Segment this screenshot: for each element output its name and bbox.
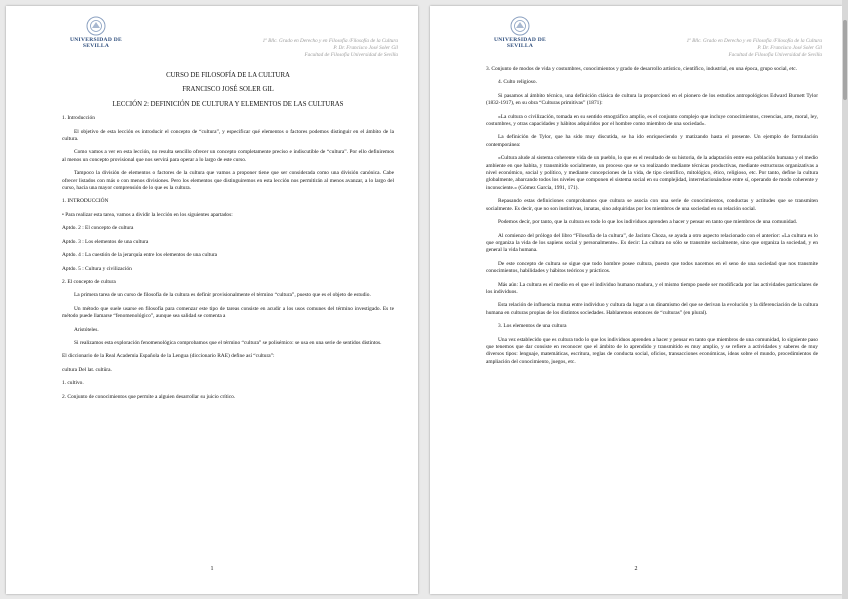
dictionary-entry: cultura Del lat. cultūra. bbox=[62, 366, 112, 373]
page-1 bbox=[6, 6, 418, 594]
paragraph: La definición de Tylor, que ha sido muy discutida, se ha ido enriqueciendo y matizando hasta el presente. Un ejemplo de formulación contemporánea: bbox=[486, 134, 818, 148]
paragraph: Repasando estas definiciones comprobamos que cultura se asocia con una serie de conocimientos, conductas y actitudes que se transmiten socialmente. Es decir, que no son instintivas, innatas, sino adquiridas por los miembros de una sociedad en su relación social. bbox=[486, 198, 818, 212]
paragraph: Aristóteles. bbox=[74, 326, 99, 333]
university-logo bbox=[485, 16, 555, 49]
paragraph: • Para realizar esta tarea, vamos a dividir la lección en los siguientes apartados: bbox=[62, 211, 233, 218]
vertical-scrollbar[interactable] bbox=[842, 0, 848, 599]
paragraph: El diccionario de la Real Academia Española de la Lengua (diccionario RAE) define así “cultura”: bbox=[62, 353, 275, 360]
paragraph: Una vez establecido que es cultura todo lo que los individuos aprenden a hacer y pensar en tanto que miembros de una comunidad, lo siguiente paso que tenemos que dar consiste en reconocer que el ámbito de lo aprendido y transmitido es muy amplio, y se refiere a actividades y saberes de muy diversos tipos: lenguaje, matemáticas, escritura, reglas de conducta social, oficios, transacciones económicas, ideas sobre el mundo, procedimientos de ampliación del conocimiento, juegos, etc. bbox=[486, 336, 818, 365]
section-heading: 2. El concepto de cultura bbox=[62, 278, 116, 285]
page-header bbox=[6, 6, 418, 64]
dictionary-entry: 3. Conjunto de modos de vida y costumbres, conocimientos y grado de desarrollo artístico, científico, industrial, en una época, grupo social, etc. bbox=[486, 66, 797, 72]
dictionary-entry: 4. Culto religioso. bbox=[498, 79, 537, 86]
paragraph: Si pasamos al ámbito técnico, una definición clásica de cultura la proporcionó en el pionero de los estudios antropológicos Edward Burnett Tylor (1832-1917), en su obra “Culturas primitivas” (1871): bbox=[486, 92, 818, 107]
paragraph: De este concepto de cultura se sigue que todo hombre posee cultura, puesto que todos nacemos en el seno de una sociedad que nos transmite conocimientos, habilidades y hábitos teóricos y prácticos. bbox=[486, 260, 818, 275]
paragraph: Un método que suele usarse en filosofía para comenzar este tipo de tareas consiste en acudir a los usos comunes del término investigado. Es te método puede llamarse “fenomenológico”, aunque sea salidad se comenta a bbox=[62, 305, 394, 320]
page-number: 2 bbox=[634, 566, 638, 572]
list-item: Aptdo. 4 : La cuestión de la jerarquía entre los elementos de una cultura bbox=[62, 252, 218, 259]
logo-text: UNIVERSIDAD DE SEVILLA bbox=[493, 37, 547, 49]
seal-icon bbox=[83, 16, 109, 36]
header-line: P. Dr. Francisco José Soler Gil bbox=[333, 45, 398, 51]
quote: «La cultura o civilización, tomada en su sentido etnográfico amplio, es el conjunto complejo que incluye conocimientos, creencias, arte, moral, ley, costumbres, y otras capacidades y hábitos adquiridos por el hombre como miembro de una sociedad». bbox=[486, 113, 818, 128]
paragraph: Como vamos a ver en esta lección, no resulta sencillo ofrecer un concepto completamente preciso e indiscutible de “cultura”. Por ello definiremos al menos un concepto provisional que nos servirá para operar a lo largo de este curso. bbox=[62, 149, 394, 163]
page-content bbox=[486, 66, 818, 372]
dictionary-entry: 2. Conjunto de conocimientos que permite a alguien desarrollar su juicio crítico. bbox=[62, 393, 236, 400]
scrollbar-thumb[interactable] bbox=[843, 20, 847, 100]
paragraph: La primera tarea de un curso de filosofía de la cultura es definir provisionalmente el término “cultura”, puesto que es el objeto de estudio. bbox=[74, 292, 371, 299]
paragraph: Esta relación de influencia mutua entre individuo y cultura da lugar a un dinamismo del que se derivan la evolución y la diferenciación de la cultura humana en culturas propias de los distintos sociedades. Hablaremos entonces de “culturas” (en plural). bbox=[486, 302, 818, 316]
list-item: Aptdo. 3 : Los elementos de una cultura bbox=[62, 238, 149, 245]
section-heading: 1. INTRODUCCIÓN bbox=[62, 198, 109, 205]
page-content bbox=[62, 72, 394, 407]
paragraph: Más aún: La cultura es el medio en el que el individuo humano madura, y el mismo tiempo puede ser modificada por las actividades particulares de los individuos. bbox=[486, 281, 818, 295]
logo-text: UNIVERSIDAD DE SEVILLA bbox=[69, 37, 123, 49]
paragraph: Al comienzo del prólogo del libro “Filosofía de la cultura”, de Jacinto Choza, se ayuda a otro aspecto relacionado con el anterior: «La cultura es lo que organiza la vida de los sapiens social y personalmente». Es decir: La cultura no sólo se transmite socialmente, sino que organiza la sociedad, y en general la vida humana. bbox=[486, 232, 818, 254]
section-heading: 1. Introducción bbox=[62, 115, 95, 122]
header-line: 1º Bllc. Grado en Derecho y en Filosofía /Filosofía de la Cultura bbox=[686, 38, 822, 44]
header-line: 1º Bllc. Grado en Derecho y en Filosofía /Filosofía de la Cultura bbox=[262, 38, 398, 44]
page-2 bbox=[430, 6, 842, 594]
paragraph: Tampoco la división de elementos o factores de la cultura que vamos a proponer tiene que ser considerada como una división canónica. Cabe ofrecer listados con más o con menos divisiones. Pero los elementos que distinguiremos en esta lección nos permitirán al menos avanzar, a lo largo del curso, hacia una mayor comprensión de lo que es la cultura. bbox=[62, 170, 394, 192]
page-header bbox=[430, 6, 842, 64]
page-number: 1 bbox=[210, 566, 214, 572]
paragraph: Si realizamos esta exploración fenomenológica comprobamos que el término “cultura” se polisémico: se usa en una serie de sentidos distintos. bbox=[74, 339, 382, 346]
header-info bbox=[687, 38, 822, 59]
list-item: Aptdo. 2 : El concepto de cultura bbox=[62, 225, 134, 232]
section-heading: 3. Los elementos de una cultura bbox=[498, 323, 567, 330]
paragraph: Podemos decir, por tanto, que la cultura es todo lo que los individuos aprenden a hacer y pensar en tanto que miembros de una comunidad. bbox=[498, 219, 798, 226]
header-line: P. Dr. Francisco José Soler Gil bbox=[757, 45, 822, 51]
header-info bbox=[263, 38, 398, 59]
header-line: Facultad de Filosofía Universidad de Sevilla bbox=[304, 52, 398, 58]
university-logo bbox=[61, 16, 131, 49]
list-item: Aptdo. 5 : Cultura y civilización bbox=[62, 265, 132, 272]
quote: «Cultura alude al sistema coherente vida de un pueblo, lo que es el resultado de su historia, de la adaptación entre esa población humana y el medio ambiente en que habita, y transmitido socialmente, un proceso que se va realizando mediante técnicas productivas, mediante estructuras organizativas a nivel económico, social y político, y mediante concepciones de la vida, de tipo científico, mitológico, ético, religioso, etc. Por tanto, define la cultura globalmente, abarcando todos los niveles que componen el sistema social en su complejidad, interrelacionándose entre sí, operando de modo coherente y inconsciente.» (Gómez García, 1991, 171). bbox=[486, 155, 818, 191]
document-author: FRANCISCO JOSÉ SOLER GIL bbox=[182, 86, 274, 94]
paragraph: El objetivo de esta lección es introducir el concepto de “cultura”, y especificar qué elementos o factores podemos distinguir en el ámbito de la cultura. bbox=[62, 128, 394, 143]
dictionary-entry: 1. cultivo. bbox=[62, 380, 84, 387]
seal-icon bbox=[507, 16, 533, 36]
document-title: CURSO DE FILOSOFÍA DE LA CULTURA bbox=[166, 72, 290, 79]
lesson-title: LECCIÓN 2: DEFINICIÓN DE CULTURA Y ELEMENTOS DE LAS CULTURAS bbox=[112, 100, 344, 108]
header-line: Facultad de Filosofía Universidad de Sevilla bbox=[728, 52, 822, 58]
